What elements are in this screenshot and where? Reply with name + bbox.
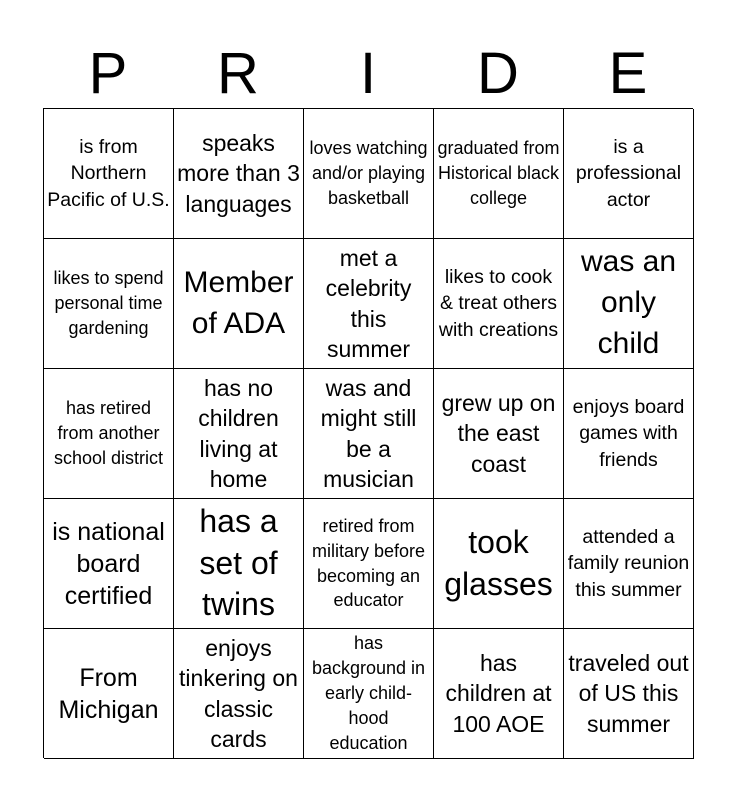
bingo-cell-r4-c3[interactable] <box>304 499 434 629</box>
bingo-cell-text: likes to spend personal time gardening <box>53 268 164 338</box>
bingo-cell-text: grew up on the east coast <box>441 389 556 477</box>
bingo-cell-r2-c3[interactable] <box>304 239 434 369</box>
bingo-board <box>43 108 693 758</box>
bingo-cell-r1-c2[interactable] <box>174 109 304 239</box>
bingo-cell-r1-c3[interactable] <box>304 109 434 239</box>
bingo-cell-r1-c4[interactable] <box>434 109 564 239</box>
bingo-cell-text: was and might still be a musician <box>320 374 417 492</box>
bingo-cell-r3-c4[interactable] <box>434 369 564 499</box>
bingo-cell-text: was an only child <box>580 245 677 360</box>
bingo-cell-r2-c4[interactable] <box>434 239 564 369</box>
bingo-cell-text: attended a family reunion this summer <box>567 526 690 601</box>
header-letter-p: P <box>88 41 128 106</box>
bingo-cell-text: has retired from another school district <box>53 398 164 468</box>
bingo-cell-r2-c2[interactable] <box>174 239 304 369</box>
header-letter-i: I <box>359 41 377 106</box>
bingo-cell-r1-c1[interactable] <box>44 109 174 239</box>
bingo-cell-text: graduated from Historical black college <box>437 138 560 208</box>
bingo-cell-r2-c5[interactable] <box>564 239 694 369</box>
bingo-cell-text: traveled out of US this summer <box>568 649 689 737</box>
bingo-cell-r5-c5[interactable] <box>564 629 694 759</box>
bingo-header <box>43 40 693 108</box>
bingo-cell-text: From Michigan <box>58 663 159 724</box>
bingo-cell-text: has background in early child-hood education <box>311 633 426 753</box>
bingo-cell-text: has no children living at home <box>198 374 279 492</box>
bingo-cell-r5-c2[interactable] <box>174 629 304 759</box>
bingo-cell-r3-c2[interactable] <box>174 369 304 499</box>
bingo-cell-text: is national board certified <box>52 517 165 610</box>
bingo-cell-text: is a professional actor <box>575 136 682 211</box>
header-letter-r: R <box>217 41 259 106</box>
bingo-cell-text: has a set of twins <box>199 503 278 623</box>
bingo-cell-text: is from Northern Pacific of U.S. <box>47 136 170 211</box>
bingo-cell-r5-c1[interactable] <box>44 629 174 759</box>
bingo-cell-r5-c3[interactable] <box>304 629 434 759</box>
bingo-cell-text: has children at 100 AOE <box>445 649 552 737</box>
bingo-cell-r4-c2[interactable] <box>174 499 304 629</box>
bingo-cell-r3-c1[interactable] <box>44 369 174 499</box>
bingo-cell-text: speaks more than 3 languages <box>177 129 300 217</box>
bingo-cell-r4-c4[interactable] <box>434 499 564 629</box>
bingo-cell-text: Member of ADA <box>183 265 294 340</box>
bingo-cell-r5-c4[interactable] <box>434 629 564 759</box>
bingo-cell-r4-c1[interactable] <box>44 499 174 629</box>
bingo-cell-text: likes to cook & treat others with creations <box>438 266 559 341</box>
header-letter-e: E <box>608 41 648 106</box>
bingo-cell-text: enjoys tinkering on classic cards <box>179 634 298 752</box>
bingo-cell-r3-c5[interactable] <box>564 369 694 499</box>
bingo-cell-text: met a celebrity this summer <box>325 244 412 362</box>
bingo-cell-r1-c5[interactable] <box>564 109 694 239</box>
bingo-cell-text: retired from military before becoming an educator <box>311 515 426 611</box>
bingo-cell-text: enjoys board games with friends <box>572 396 685 471</box>
bingo-cell-r4-c5[interactable] <box>564 499 694 629</box>
bingo-cell-text: loves watching and/or playing basketball <box>309 138 428 208</box>
bingo-cell-text: took glasses <box>444 523 553 602</box>
header-letter-d: D <box>477 41 519 106</box>
bingo-cell-r2-c1[interactable] <box>44 239 174 369</box>
bingo-cell-r3-c3[interactable] <box>304 369 434 499</box>
